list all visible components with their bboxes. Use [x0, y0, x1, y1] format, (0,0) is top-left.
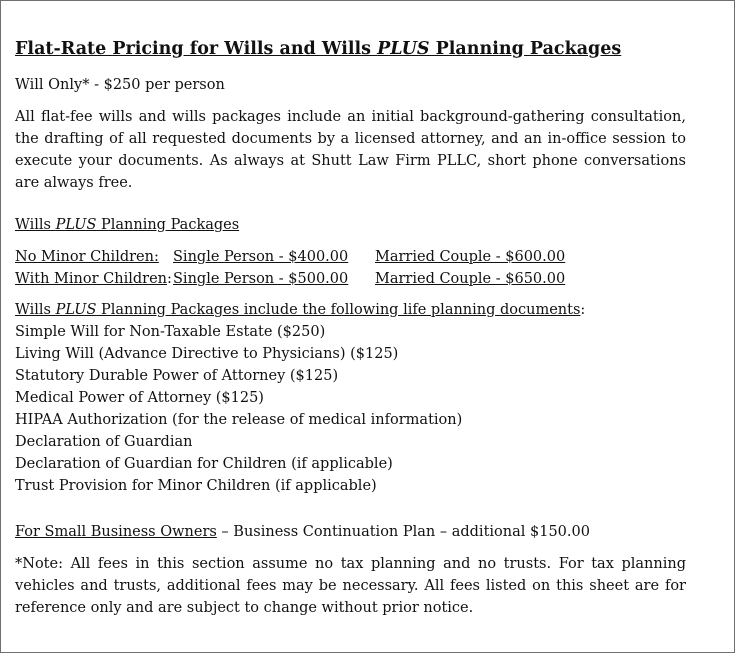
- pricing-row-with-minor-children: [15, 268, 686, 290]
- pricing-category-wrapper: [15, 268, 172, 290]
- documents-heading-suffix: Planning Packages include the following life planning documents: [96, 302, 581, 318]
- pricing-row-no-minor-children: [15, 246, 686, 268]
- list-item: Declaration of Guardian: [15, 434, 193, 450]
- list-item: HIPAA Authorization (for the release of medical information): [15, 412, 463, 428]
- pricing-category: With Minor Children: [15, 271, 167, 287]
- single-person-price: Single Person - $500.00: [173, 271, 349, 287]
- note-paragraph: *Note: All fees in this section assume no tax planning and no trusts. For tax planning vehicles and trusts, additional fees may be necessary. All fees listed on this sheet are for reference only and are subject to change without prior notice.: [15, 556, 686, 616]
- list-item: Declaration of Guardian for Children (if applicable): [15, 456, 393, 472]
- documents-list: [15, 321, 462, 497]
- packages-heading: [15, 214, 239, 236]
- married-couple-price: Married Couple - $600.00: [375, 249, 566, 265]
- list-item: Living Will (Advance Directive to Physicians) ($125): [15, 346, 399, 362]
- intro-paragraph: All flat-fee wills and wills packages include an initial background-gathering consultation, the drafting of all requested documents by a licensed attorney, and an in-office session to execute your documents. As always at Shutt Law Firm PLLC, short phone conversations are always free.: [15, 109, 686, 191]
- small-business-line: [15, 521, 590, 543]
- documents-heading-prefix: Wills: [15, 302, 56, 318]
- married-couple-price: Married Couple - $650.00: [375, 271, 566, 287]
- packages-heading-prefix: Wills: [15, 217, 56, 233]
- list-item: Trust Provision for Minor Children (if applicable): [15, 478, 377, 494]
- list-item: Simple Will for Non-Taxable Estate ($250): [15, 324, 326, 340]
- list-item: Statutory Durable Power of Attorney ($125): [15, 368, 339, 384]
- title-prefix: Flat-Rate Pricing for Wills and Wills: [15, 39, 378, 59]
- packages-heading-suffix: Planning Packages: [96, 217, 240, 233]
- documents-heading: [15, 299, 585, 321]
- documents-heading-colon: :: [580, 302, 586, 318]
- page-title: [15, 37, 621, 61]
- title-emphasis: PLUS: [377, 39, 430, 59]
- small-business-text: – Business Continuation Plan – additional $150.00: [216, 524, 590, 540]
- title-suffix: Planning Packages: [429, 39, 622, 59]
- list-item: Medical Power of Attorney ($125): [15, 390, 264, 406]
- pricing-category: No Minor Children:: [15, 249, 159, 265]
- pricing-category-suffix: :: [167, 271, 172, 287]
- small-business-label: For Small Business Owners: [15, 524, 217, 540]
- packages-heading-emphasis: PLUS: [55, 217, 97, 233]
- single-person-price: Single Person - $400.00: [173, 249, 349, 265]
- documents-heading-emphasis: PLUS: [55, 302, 97, 318]
- will-only-price: Will Only* - $250 per person: [15, 77, 225, 93]
- documents-heading-underlined: [15, 302, 580, 318]
